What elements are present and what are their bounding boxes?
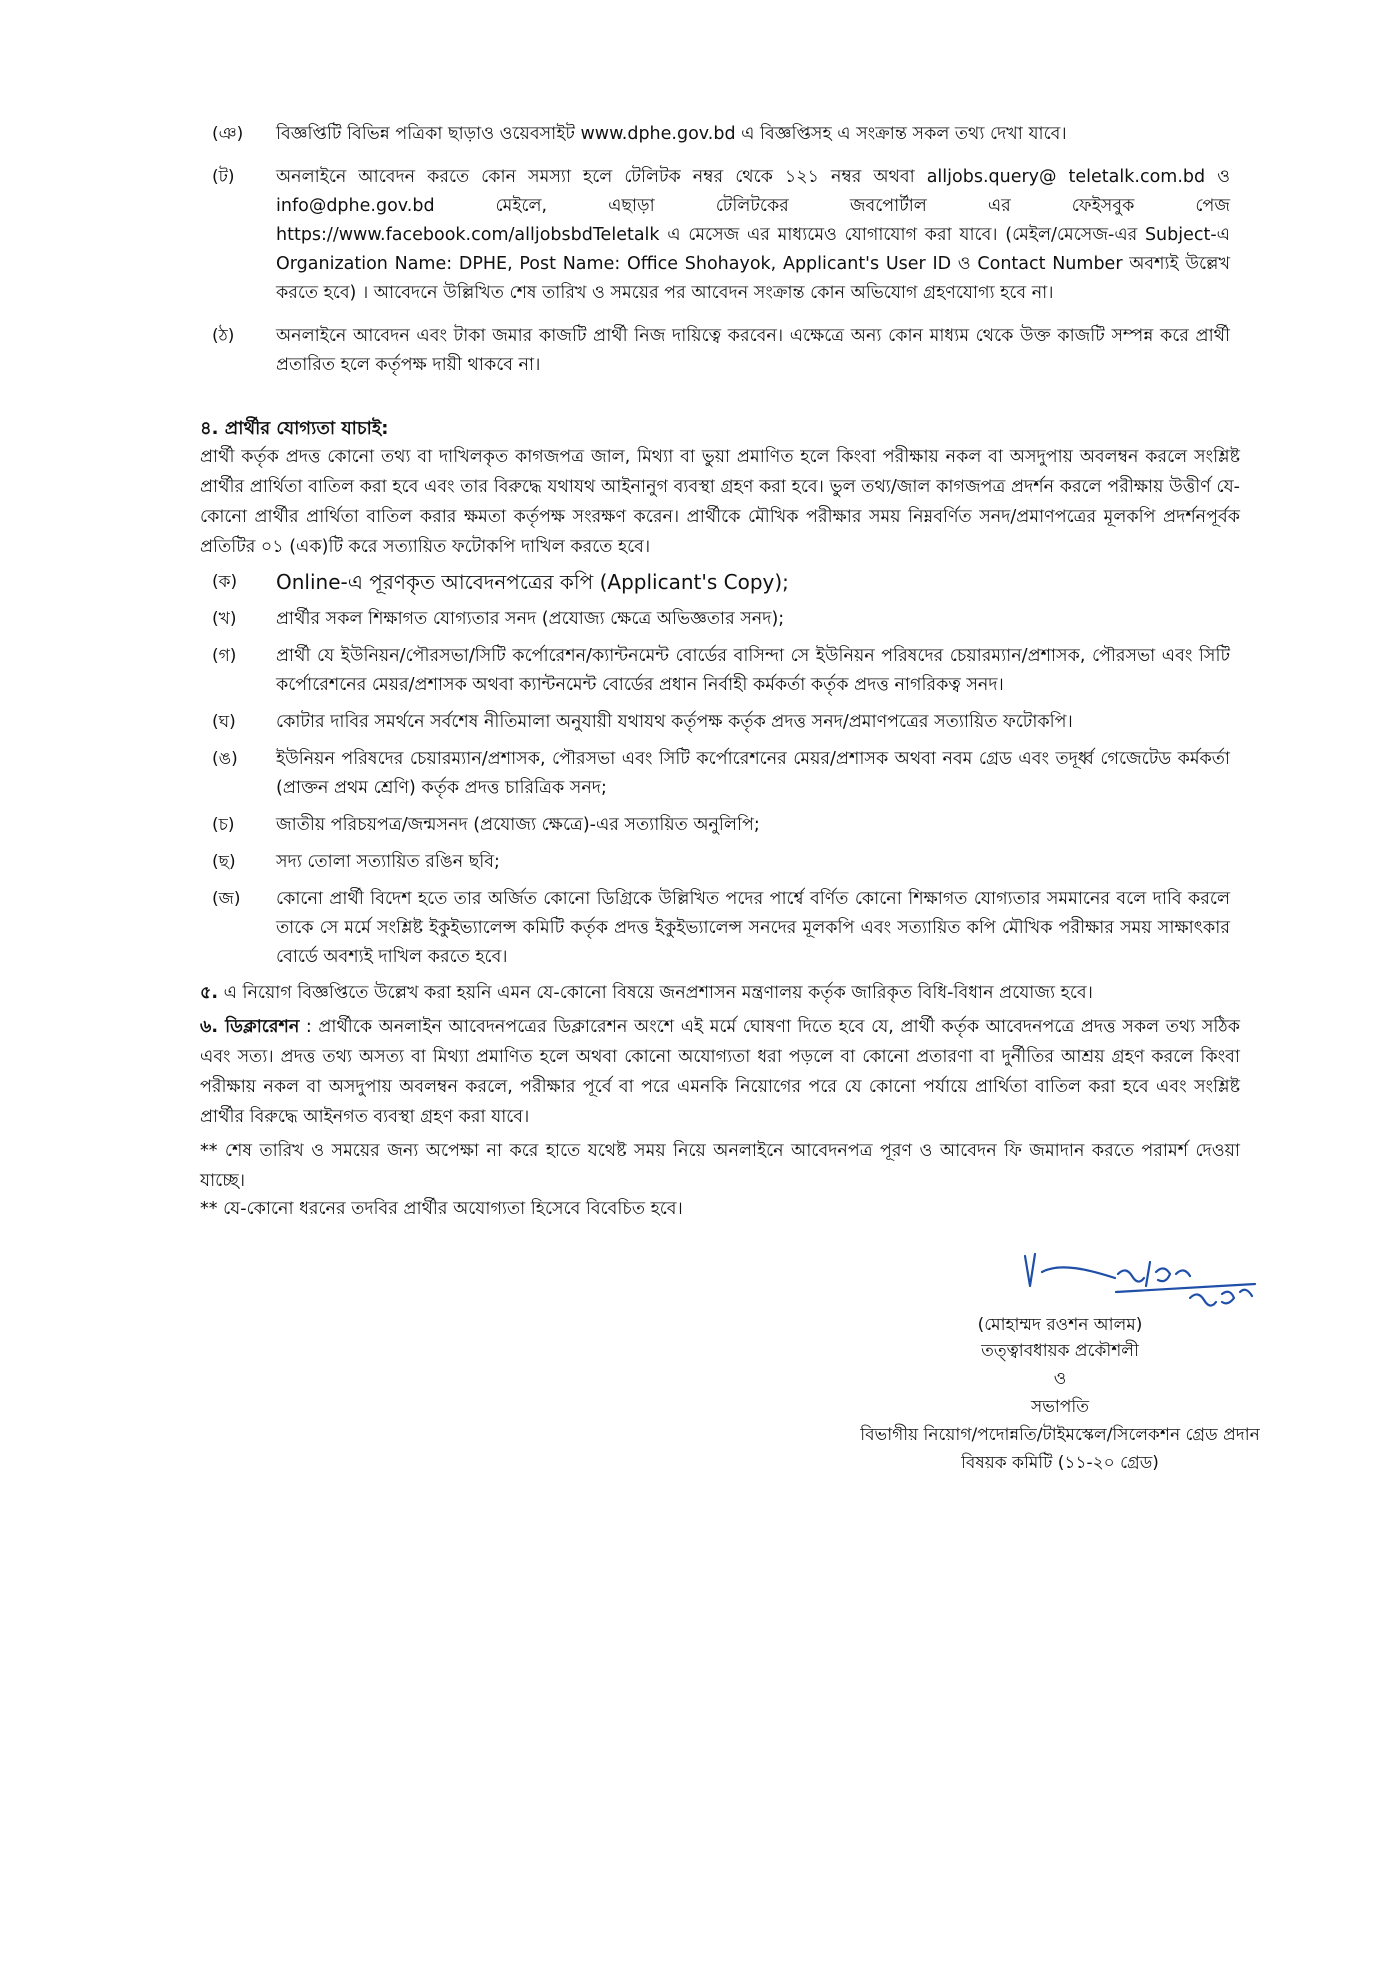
item-marker: ( ছ ) xyxy=(212,848,252,877)
list-item xyxy=(200,745,1230,803)
list-item xyxy=(200,605,1230,634)
item-marker: ( ঙ ) xyxy=(212,745,252,774)
item-text: কোটার দাবির সমর্থনে সর্বশেষ নীতিমালা অনুযায়ী যথাযথ কর্তৃপক্ষ কর্তৃক প্রদত্ত সনদ/প্রমাণপত্রের সত্যায়িত ফটোকপি। xyxy=(276,712,1073,732)
item-text: সদ্য তোলা সত্যায়িত রঙিন ছবি; xyxy=(276,852,500,872)
item-marker: ( ট ) xyxy=(212,163,252,192)
item-text: অনলাইনে আবেদন করতে কোন সমস্যা হলে টেলিটক নম্বর থেকে ১২১ নম্বর অথবা alljobs.query@ teletalk.com.bd ও info@dphe.gov.bd মেইলে, এছাড়া টেলিটকের জবপোর্টাল এর ফেইসবুক পেজ https://www.facebook.com/alljobsbdTeletalk এ মেসেজ এর মাধ্যমেও যোগাযোগ করা যাবে। (মেইল/মেসেজ-এর Subject-এ Organization Name: DPHE, Post Name: Office Shohayok, Applicant's User ID ও Contact Number অবশ্যই উল্লেখ করতে হবে) । আবেদনে উল্লিখিত শেষ তারিখ ও সময়ের পর আবেদন সংক্রান্ত কোন অভিযোগ গ্রহণযোগ্য হবে না। xyxy=(276,167,1230,303)
handwritten-signature xyxy=(1020,1248,1265,1318)
item-text: প্রার্থী যে ইউনিয়ন/পৌরসভা/সিটি কর্পোরেশন/ক্যান্টনমেন্ট বোর্ডের বাসিন্দা সে ইউনিয়ন পরিষদের চেয়ারম্যান/প্রশাসক, পৌরসভা এবং সিটি কর্পোরেশনের মেয়র/প্রশাসক অথবা ক্যান্টনমেন্ট বোর্ডের প্রধান নির্বাহী কর্মকর্তা কর্তৃক প্রদত্ত নাগরিকত্ব সনদ। xyxy=(276,646,1230,695)
item-text: কোনো প্রার্থী বিদেশ হতে তার অর্জিত কোনো ডিগ্রিকে উল্লিখিত পদের পার্শ্বে বর্ণিত কোনো শিক্ষাগত যোগ্যতার সমমানের বলে দাবি করলে তাকে সে মর্মে সংশ্লিষ্ট ইকুইভ্যালেন্স কমিটি কর্তৃক প্রদত্ত ইকুইভ্যালেন্স সনদের মূলকপি এবং সত্যায়িত কপি মৌখিক পরীক্ষার সময় সাক্ষাৎকার বোর্ডে অবশ্যই দাখিল করতে হবে। xyxy=(276,889,1230,967)
top-list xyxy=(200,120,1230,394)
signatory-name: (মোহাম্মদ রওশন আলম) xyxy=(977,1315,1143,1335)
item-text: Online-এ পূরণকৃত আবেদনপত্রের কপি (Applicant's Copy); xyxy=(276,570,789,594)
item-text: জাতীয় পরিচয়পত্র/জন্মসনদ (প্রযোজ্য ক্ষেত্রে)-এর সত্যায়িত অনুলিপি; xyxy=(276,815,760,835)
note-lobbying: ** যে-কোনো ধরনের তদবির প্রার্থীর অযোগ্যতা হিসেবে বিবেচিত হবে। xyxy=(200,1199,683,1219)
item-marker: ( ঞ ) xyxy=(212,120,252,149)
section-4-heading: ৪. প্রার্থীর যোগ্যতা যাচাই: xyxy=(200,418,389,439)
item-text: অনলাইনে আবেদন এবং টাকা জমার কাজটি প্রার্থী নিজ দায়িত্বে করবেন। এক্ষেত্রে অন্য কোন মাধ্যম থেকে উক্ত কাজটি সম্পন্ন করে প্রার্থী প্রতারিত হলে কর্তৃপক্ষ দায়ী থাকবে না। xyxy=(276,326,1230,375)
section-6-label: ৬. ডিক্লারেশন xyxy=(200,1017,300,1037)
list-item xyxy=(200,120,1230,149)
section-5 xyxy=(200,978,1240,1008)
item-marker: ( ঠ ) xyxy=(212,322,252,351)
section-4-intro: প্রার্থী কর্তৃক প্রদত্ত কোনো তথ্য বা দাখিলকৃত কাগজপত্র জাল, মিথ্যা বা ভুয়া প্রমাণিত হলে কিংবা পরীক্ষায় নকল বা অসদুপায় অবলম্বন করলে সংশ্লিষ্ট প্রার্থীর প্রার্থিতা বাতিল করা হবে এবং তার বিরুদ্ধে যথাযথ আইনানুগ ব্যবস্থা গ্রহণ করা হবে। ভুল তথ্য/জাল কাগজপত্র প্রদর্শন করলে পরীক্ষায় উত্তীর্ণ যে-কোনো প্রার্থীর প্রার্থিতা বাতিল করার ক্ষমতা কর্তৃপক্ষ সংরক্ষণ করেন। প্রার্থীকে মৌখিক পরীক্ষার সময় নিম্নবর্ণিত সনদ/প্রমাণপত্রের মূলকপি প্রদর্শনপূর্বক প্রতিটির ০১ (এক)টি করে সত্যায়িত ফটোকপি দাখিল করতে হবে। xyxy=(200,447,1240,557)
signatory-designation: তত্ত্বাবধায়ক প্রকৌশলী xyxy=(981,1341,1139,1361)
committee-name-line-2: বিষয়ক কমিটি (১১-২০ গ্রেড) xyxy=(961,1453,1159,1473)
item-marker: ( ক ) xyxy=(212,568,252,597)
list-item xyxy=(200,163,1230,308)
section-5-text: এ নিয়োগ বিজ্ঞপ্তিতে উল্লেখ করা হয়নি এমন যে-কোনো বিষয়ে জনপ্রশাসন মন্ত্রণালয় কর্তৃক জারিকৃত বিধি-বিধান প্রযোজ্য হবে। xyxy=(223,983,1093,1003)
list-item xyxy=(200,885,1230,972)
item-marker: ( গ ) xyxy=(212,642,252,671)
list-item xyxy=(200,848,1230,877)
note-advice: ** শেষ তারিখ ও সময়ের জন্য অপেক্ষা না করে হাতে যথেষ্ট সময় নিয়ে অনলাইনে আবেদনপত্র পূরণ ও আবেদন ফি জমাদান করতে পরামর্শ দেওয়া যাচ্ছে। xyxy=(200,1141,1240,1191)
section-6 xyxy=(200,1012,1240,1132)
list-item xyxy=(200,642,1230,700)
list-item xyxy=(200,708,1230,737)
item-marker: ( ঘ ) xyxy=(212,708,252,737)
section-5-number: ৫. xyxy=(200,983,219,1003)
item-marker: ( জ ) xyxy=(212,885,252,914)
item-marker: ( খ ) xyxy=(212,605,252,634)
section-6-text: : প্রার্থীকে অনলাইন আবেদনপত্রের ডিক্লারেশন অংশে এই মর্মে ঘোষণা দিতে হবে যে, প্রার্থী কর্তৃক আবেদনপত্রে প্রদত্ত সকল তথ্য সঠিক এবং সত্য। প্রদত্ত তথ্য অসত্য বা মিথ্যা প্রমাণিত হলে অথবা কোনো অযোগ্যতা ধরা পড়লে বা কোনো প্রতারণা বা দুর্নীতির আশ্রয় গ্রহণ করলে কিংবা পরীক্ষায় নকল বা অসদুপায় অবলম্বন করলে, পরীক্ষার পূর্বে বা পরে এমনকি নিয়োগের পরে যে কোনো পর্যায়ে প্রার্থিতা বাতিল করা হবে এবং সংশ্লিষ্ট প্রার্থীর বিরুদ্ধে আইনগত ব্যবস্থা গ্রহণ করা যাবে। xyxy=(200,1017,1240,1127)
item-text: প্রার্থীর সকল শিক্ষাগত যোগ্যতার সনদ (প্রযোজ্য ক্ষেত্রে অভিজ্ঞতার সনদ); xyxy=(276,609,785,629)
list-item xyxy=(200,811,1230,840)
committee-name-line-1: বিভাগীয় নিয়োগ/পদোন্নতি/টাইমস্কেল/সিলেকশন গ্রেড প্রদান xyxy=(860,1425,1260,1445)
section-4-list xyxy=(200,568,1230,986)
list-item xyxy=(200,568,1230,599)
signatory-conjunction: ও xyxy=(1053,1369,1067,1389)
list-item xyxy=(200,322,1230,380)
item-text: ইউনিয়ন পরিষদের চেয়ারম্যান/প্রশাসক, পৌরসভা এবং সিটি কর্পোরেশনের মেয়র/প্রশাসক অথবা নবম গ্রেড এবং তদূর্ধ্ব গেজেটেড কর্মকর্তা (প্রাক্তন প্রথম শ্রেণি) কর্তৃক প্রদত্ত চারিত্রিক সনদ; xyxy=(276,749,1230,798)
signatory-role: সভাপতি xyxy=(1031,1397,1089,1417)
item-text: বিজ্ঞপ্তিটি বিভিন্ন পত্রিকা ছাড়াও ওয়েবসাইট www.dphe.gov.bd এ বিজ্ঞপ্তিসহ এ সংক্রান্ত সকল তথ্য দেখা যাবে। xyxy=(276,124,1067,144)
item-marker: ( চ ) xyxy=(212,811,252,840)
